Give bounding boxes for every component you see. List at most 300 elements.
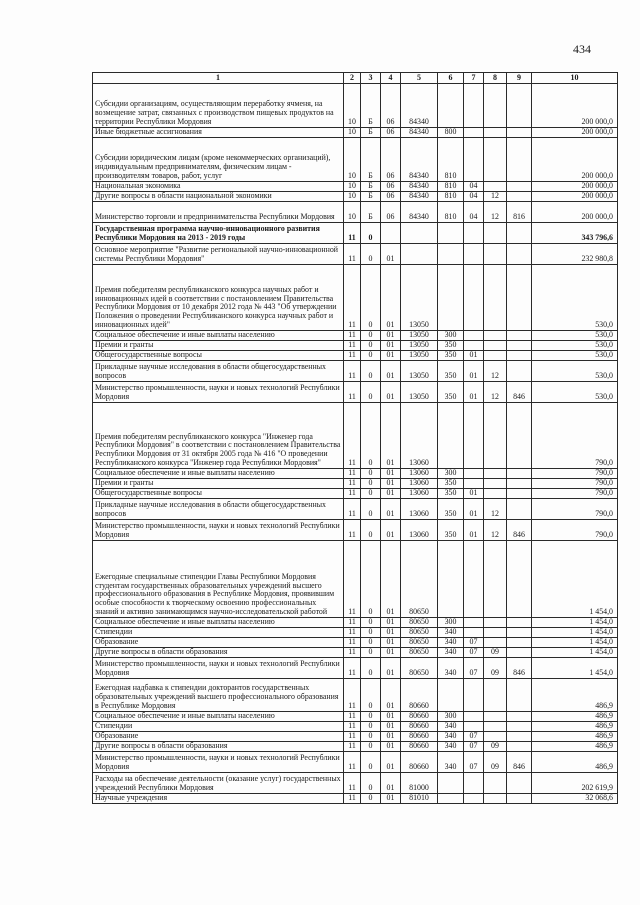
row-amount: 790,0 xyxy=(532,469,618,479)
row-description: Другие вопросы в области образования xyxy=(93,742,344,752)
row-code: 0 xyxy=(361,479,381,489)
row-code: 01 xyxy=(381,403,401,469)
row-code xyxy=(464,541,484,618)
row-code: 0 xyxy=(361,658,381,679)
row-code xyxy=(507,794,532,804)
row-amount: 202 619,9 xyxy=(532,773,618,794)
table-row xyxy=(93,244,618,265)
row-code: 06 xyxy=(381,128,401,138)
row-code xyxy=(484,403,507,469)
table-row xyxy=(93,732,618,742)
row-code: 340 xyxy=(438,722,464,732)
row-amount: 1 454,0 xyxy=(532,618,618,628)
table-row xyxy=(93,138,618,182)
row-code: 01 xyxy=(381,541,401,618)
row-code: 11 xyxy=(344,752,361,773)
row-description: Социальное обеспечение и иные выплаты населению xyxy=(93,712,344,722)
row-description: Министерство промышленности, науки и новых технологий Республики Мордовия xyxy=(93,752,344,773)
row-code xyxy=(484,223,507,244)
row-code: 0 xyxy=(361,351,381,361)
row-description: Государственная программа научно-инновационного развития Республики Мордовия на 2013 - 2019 годы xyxy=(93,223,344,244)
page-number: 434 xyxy=(573,42,591,56)
row-code xyxy=(507,265,532,331)
row-description: Общегосударственные вопросы xyxy=(93,351,344,361)
row-amount: 790,0 xyxy=(532,520,618,541)
row-amount: 486,9 xyxy=(532,679,618,712)
row-code xyxy=(484,244,507,265)
row-amount: 530,0 xyxy=(532,341,618,351)
table-row xyxy=(93,84,618,128)
row-code: 80650 xyxy=(401,541,438,618)
row-code: 300 xyxy=(438,712,464,722)
row-code: 11 xyxy=(344,223,361,244)
table-row xyxy=(93,722,618,732)
row-code: 0 xyxy=(361,712,381,722)
row-code: 10 xyxy=(344,84,361,128)
row-code: 340 xyxy=(438,628,464,638)
row-code xyxy=(484,265,507,331)
row-code: 06 xyxy=(381,192,401,202)
row-code: 80660 xyxy=(401,679,438,712)
row-code: 0 xyxy=(361,244,381,265)
row-description: Образование xyxy=(93,638,344,648)
table-row xyxy=(93,202,618,223)
row-code: 84340 xyxy=(401,192,438,202)
row-code: 12 xyxy=(484,202,507,223)
row-amount: 1 454,0 xyxy=(532,638,618,648)
row-code: 80650 xyxy=(401,638,438,648)
row-code: 06 xyxy=(381,182,401,192)
row-code: 12 xyxy=(484,382,507,403)
row-code: 13050 xyxy=(401,382,438,403)
row-code xyxy=(507,722,532,732)
row-code: 01 xyxy=(381,351,401,361)
row-code: 13060 xyxy=(401,403,438,469)
row-code: 84340 xyxy=(401,128,438,138)
row-amount: 790,0 xyxy=(532,479,618,489)
row-description: Другие вопросы в области национальной экономики xyxy=(93,192,344,202)
row-description: Субсидии организациям, осуществляющим переработку ячменя, на возмещение затрат, связанных с производством пищевых продуктов на территории Республики Мордовия xyxy=(93,84,344,128)
row-code: 11 xyxy=(344,331,361,341)
row-description: Министерство промышленности, науки и новых технологий Республики Мордовия xyxy=(93,382,344,403)
row-code xyxy=(438,541,464,618)
table-row xyxy=(93,794,618,804)
row-code xyxy=(484,341,507,351)
row-code: 800 xyxy=(438,128,464,138)
row-code: 01 xyxy=(381,499,401,520)
row-code: 350 xyxy=(438,489,464,499)
row-description: Основное мероприятие "Развитие региональной научно-инновационной системы Республики Мордовия" xyxy=(93,244,344,265)
row-code: 340 xyxy=(438,742,464,752)
row-code: 0 xyxy=(361,773,381,794)
row-code: Б xyxy=(361,192,381,202)
row-description: Другие вопросы в области образования xyxy=(93,648,344,658)
row-code: 01 xyxy=(381,618,401,628)
row-code: 11 xyxy=(344,351,361,361)
row-code: 0 xyxy=(361,628,381,638)
row-code: 01 xyxy=(381,628,401,638)
row-code: 11 xyxy=(344,628,361,638)
row-code: 11 xyxy=(344,361,361,382)
row-code: 13060 xyxy=(401,499,438,520)
row-code: 01 xyxy=(381,732,401,742)
row-code: 11 xyxy=(344,773,361,794)
table-row xyxy=(93,648,618,658)
row-amount: 790,0 xyxy=(532,499,618,520)
row-code: 01 xyxy=(381,638,401,648)
row-description: Национальная экономика xyxy=(93,182,344,192)
row-code: 11 xyxy=(344,479,361,489)
row-description: Стипендии xyxy=(93,722,344,732)
row-code: 04 xyxy=(464,202,484,223)
column-header: 4 xyxy=(381,73,401,84)
row-code: 12 xyxy=(484,192,507,202)
row-code xyxy=(507,648,532,658)
table-row xyxy=(93,712,618,722)
row-code: 13060 xyxy=(401,520,438,541)
row-code: 01 xyxy=(381,658,401,679)
row-code: 0 xyxy=(361,223,381,244)
row-code xyxy=(484,84,507,128)
row-description: Стипендии xyxy=(93,628,344,638)
row-code xyxy=(507,331,532,341)
row-code: 0 xyxy=(361,722,381,732)
row-code xyxy=(507,223,532,244)
row-code: 340 xyxy=(438,648,464,658)
row-code: 350 xyxy=(438,341,464,351)
row-code xyxy=(484,773,507,794)
row-description: Научные учреждения xyxy=(93,794,344,804)
table-row xyxy=(93,403,618,469)
row-code: 11 xyxy=(344,679,361,712)
row-code: 01 xyxy=(381,244,401,265)
table-row xyxy=(93,752,618,773)
table-row xyxy=(93,331,618,341)
table-row xyxy=(93,341,618,351)
row-code: 0 xyxy=(361,341,381,351)
row-code: 0 xyxy=(361,638,381,648)
table-header-row xyxy=(93,73,618,84)
row-code: 350 xyxy=(438,479,464,489)
row-code: 350 xyxy=(438,382,464,403)
row-code xyxy=(438,84,464,128)
row-description: Премии и гранты xyxy=(93,479,344,489)
table-row xyxy=(93,223,618,244)
row-code xyxy=(484,679,507,712)
row-code xyxy=(484,331,507,341)
row-code xyxy=(507,742,532,752)
row-code: 80660 xyxy=(401,712,438,722)
row-code: 340 xyxy=(438,658,464,679)
row-code: 01 xyxy=(381,382,401,403)
row-code xyxy=(484,541,507,618)
row-code: 11 xyxy=(344,489,361,499)
row-code: 01 xyxy=(381,773,401,794)
row-amount: 530,0 xyxy=(532,331,618,341)
row-code xyxy=(484,128,507,138)
row-code xyxy=(507,244,532,265)
row-code xyxy=(507,128,532,138)
row-code: 01 xyxy=(381,489,401,499)
row-amount: 486,9 xyxy=(532,742,618,752)
row-code: 11 xyxy=(344,712,361,722)
table-row xyxy=(93,361,618,382)
row-code xyxy=(438,244,464,265)
table-row xyxy=(93,499,618,520)
table-row xyxy=(93,265,618,331)
row-code xyxy=(484,469,507,479)
row-code: 11 xyxy=(344,382,361,403)
row-amount: 1 454,0 xyxy=(532,648,618,658)
row-description: Премия победителям республиканского конкурса "Инженер года Республики Мордовия" в соответствии с постановлением Правительства Республики Мордовия от 31 октября 2005 года № 416 "О проведении Республиканского конкурса "Инженер года Республики Мордовия" xyxy=(93,403,344,469)
row-amount: 790,0 xyxy=(532,489,618,499)
row-code xyxy=(507,712,532,722)
row-code xyxy=(438,773,464,794)
row-code: 84340 xyxy=(401,182,438,192)
row-code xyxy=(507,182,532,192)
row-code xyxy=(484,732,507,742)
row-code: 340 xyxy=(438,752,464,773)
column-header: 10 xyxy=(532,73,618,84)
row-amount: 200 000,0 xyxy=(532,128,618,138)
row-code: 84340 xyxy=(401,84,438,128)
row-code: 80650 xyxy=(401,648,438,658)
row-code: 01 xyxy=(381,265,401,331)
row-code xyxy=(464,128,484,138)
row-description: Ежегодная надбавка к стипендии докторантов государственных образовательных учреждений высшего профессионального образования в Республике Мордовия xyxy=(93,679,344,712)
row-code xyxy=(484,712,507,722)
row-code xyxy=(401,244,438,265)
row-code: 846 xyxy=(507,752,532,773)
row-code: 10 xyxy=(344,128,361,138)
row-description: Социальное обеспечение и иные выплаты населению xyxy=(93,331,344,341)
row-code: 11 xyxy=(344,541,361,618)
row-code: 810 xyxy=(438,138,464,182)
column-header: 9 xyxy=(507,73,532,84)
row-code: 01 xyxy=(381,648,401,658)
row-code: 01 xyxy=(464,489,484,499)
row-description: Министерство промышленности, науки и новых технологий Республики Мордовия xyxy=(93,658,344,679)
column-header: 5 xyxy=(401,73,438,84)
row-code xyxy=(381,223,401,244)
row-code xyxy=(484,489,507,499)
row-code: 12 xyxy=(484,499,507,520)
row-description: Образование xyxy=(93,732,344,742)
row-code xyxy=(507,403,532,469)
row-code xyxy=(464,84,484,128)
row-code xyxy=(507,499,532,520)
row-code: 11 xyxy=(344,244,361,265)
row-code xyxy=(464,223,484,244)
row-amount: 343 796,6 xyxy=(532,223,618,244)
row-amount: 200 000,0 xyxy=(532,192,618,202)
column-header: 7 xyxy=(464,73,484,84)
row-code xyxy=(507,361,532,382)
row-code: 13050 xyxy=(401,331,438,341)
row-code xyxy=(507,84,532,128)
row-amount: 232 980,8 xyxy=(532,244,618,265)
row-code: 10 xyxy=(344,192,361,202)
row-code: 300 xyxy=(438,618,464,628)
row-code xyxy=(438,679,464,712)
row-code: 11 xyxy=(344,520,361,541)
row-code: 01 xyxy=(381,794,401,804)
row-code: 0 xyxy=(361,541,381,618)
row-code: 0 xyxy=(361,732,381,742)
row-code xyxy=(401,223,438,244)
row-code: 01 xyxy=(381,469,401,479)
row-code: 06 xyxy=(381,202,401,223)
row-code xyxy=(484,138,507,182)
row-code xyxy=(484,638,507,648)
row-code xyxy=(484,794,507,804)
row-code: 11 xyxy=(344,658,361,679)
row-code: 09 xyxy=(484,658,507,679)
row-code xyxy=(507,489,532,499)
row-code: 13050 xyxy=(401,351,438,361)
row-description: Министерство торговли и предпринимательства Республики Мордовия xyxy=(93,202,344,223)
row-code: 0 xyxy=(361,752,381,773)
row-code xyxy=(507,679,532,712)
row-code xyxy=(484,351,507,361)
row-code: 0 xyxy=(361,742,381,752)
row-code: 06 xyxy=(381,138,401,182)
row-code: 11 xyxy=(344,638,361,648)
row-code xyxy=(438,403,464,469)
row-code: 0 xyxy=(361,403,381,469)
table-row xyxy=(93,382,618,403)
row-code: 810 xyxy=(438,182,464,192)
row-code: 06 xyxy=(381,84,401,128)
row-code: 13060 xyxy=(401,479,438,489)
row-code: 80660 xyxy=(401,752,438,773)
row-code: 0 xyxy=(361,469,381,479)
row-code: 11 xyxy=(344,403,361,469)
row-description: Социальное обеспечение и иные выплаты населению xyxy=(93,469,344,479)
row-code: 07 xyxy=(464,638,484,648)
row-code: Б xyxy=(361,84,381,128)
row-code: 11 xyxy=(344,499,361,520)
row-code: 09 xyxy=(484,752,507,773)
row-code: 810 xyxy=(438,202,464,223)
row-amount: 486,9 xyxy=(532,712,618,722)
column-header: 1 xyxy=(93,73,344,84)
row-code xyxy=(484,182,507,192)
row-description: Прикладные научные исследования в области общегосударственных вопросов xyxy=(93,361,344,382)
row-code: 84340 xyxy=(401,202,438,223)
table-row xyxy=(93,742,618,752)
row-code: 846 xyxy=(507,658,532,679)
row-code: 01 xyxy=(381,742,401,752)
row-code: 01 xyxy=(464,351,484,361)
row-description: Прикладные научные исследования в области общегосударственных вопросов xyxy=(93,499,344,520)
row-code: 01 xyxy=(464,499,484,520)
row-amount: 530,0 xyxy=(532,382,618,403)
row-code: 09 xyxy=(484,742,507,752)
row-code: 350 xyxy=(438,520,464,541)
row-amount: 200 000,0 xyxy=(532,202,618,223)
row-code: 11 xyxy=(344,794,361,804)
row-code: 12 xyxy=(484,520,507,541)
row-code xyxy=(507,479,532,489)
row-code: 13060 xyxy=(401,489,438,499)
table-row xyxy=(93,658,618,679)
row-code: 11 xyxy=(344,469,361,479)
table-row xyxy=(93,618,618,628)
row-amount: 530,0 xyxy=(532,361,618,382)
row-code: 01 xyxy=(381,752,401,773)
row-amount: 1 454,0 xyxy=(532,658,618,679)
row-code xyxy=(507,192,532,202)
row-code xyxy=(507,732,532,742)
table-row xyxy=(93,182,618,192)
row-code: 13060 xyxy=(401,469,438,479)
row-code: 01 xyxy=(381,679,401,712)
table-row xyxy=(93,192,618,202)
row-code xyxy=(464,618,484,628)
column-header: 3 xyxy=(361,73,381,84)
row-code: 01 xyxy=(381,361,401,382)
row-code: 04 xyxy=(464,192,484,202)
row-code: 846 xyxy=(507,382,532,403)
row-code: 13050 xyxy=(401,265,438,331)
row-code: 04 xyxy=(464,182,484,192)
row-code: 846 xyxy=(507,520,532,541)
row-description: Общегосударственные вопросы xyxy=(93,489,344,499)
row-code xyxy=(507,469,532,479)
row-code xyxy=(484,618,507,628)
row-code xyxy=(507,351,532,361)
row-code: 07 xyxy=(464,648,484,658)
table-row xyxy=(93,489,618,499)
row-code: 0 xyxy=(361,331,381,341)
row-code: 12 xyxy=(484,361,507,382)
row-code xyxy=(464,403,484,469)
row-code: 80660 xyxy=(401,732,438,742)
row-code: 0 xyxy=(361,520,381,541)
row-code: 01 xyxy=(381,520,401,541)
row-code: 13050 xyxy=(401,361,438,382)
row-code xyxy=(507,618,532,628)
table-row xyxy=(93,351,618,361)
row-code xyxy=(484,628,507,638)
table-row xyxy=(93,638,618,648)
row-code: 80650 xyxy=(401,618,438,628)
row-code: 01 xyxy=(381,479,401,489)
row-code: 0 xyxy=(361,265,381,331)
row-code xyxy=(484,479,507,489)
row-code xyxy=(464,265,484,331)
row-code xyxy=(464,469,484,479)
row-code: 09 xyxy=(484,648,507,658)
row-amount: 530,0 xyxy=(532,351,618,361)
budget-table xyxy=(92,72,618,804)
row-code xyxy=(464,138,484,182)
table-row xyxy=(93,520,618,541)
row-code: 01 xyxy=(381,722,401,732)
row-description: Министерство промышленности, науки и новых технологий Республики Мордовия xyxy=(93,520,344,541)
row-code xyxy=(438,794,464,804)
row-code xyxy=(464,794,484,804)
row-code: 80650 xyxy=(401,658,438,679)
row-code: 11 xyxy=(344,732,361,742)
row-amount: 486,9 xyxy=(532,752,618,773)
row-description: Субсидии юридическим лицам (кроме некоммерческих организаций), индивидуальным предпринимателям, физическим лицам - производителям товаров, работ, услуг xyxy=(93,138,344,182)
row-amount: 530,0 xyxy=(532,265,618,331)
table-row xyxy=(93,628,618,638)
row-amount: 200 000,0 xyxy=(532,138,618,182)
row-code: 0 xyxy=(361,648,381,658)
